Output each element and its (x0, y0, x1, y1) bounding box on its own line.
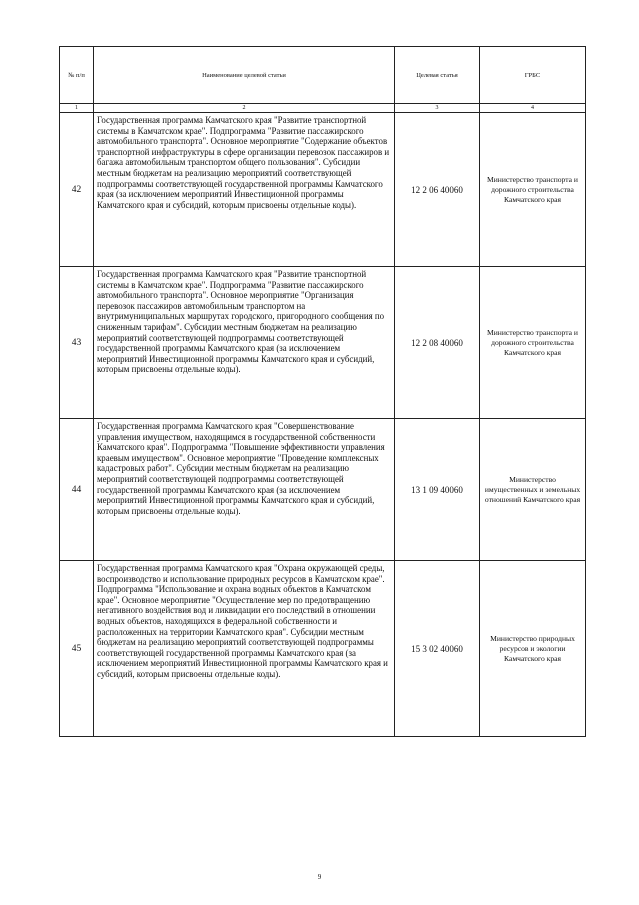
target-article-name: Государственная программа Камчатского края "Развитие транспортной системы в Камчатском крае". Подпрограмма "Развитие пассажирского автомобильного транспорта". Основное мероприятие "Содержание объектов транспортной инфраструктуры в сфере организации перевозок пассажиров и багажа автомобильным транспортом общего пользования". Субсидии местным бюджетам на реализацию мероприятий соответствующей подпрограммы соответствующей государственной программы Камчатского края (за исключением мероприятий Инвестиционной программы Камчатского края и субсидий, которым присвоены отдельные коды). (94, 113, 395, 267)
target-article-name: Государственная программа Камчатского края "Развитие транспортной системы в Камчатском крае". Подпрограмма "Развитие пассажирского автомобильного транспорта". Основное мероприятие "Организация перевозок пассажиров автомобильным транспортом на внутримуниципальных маршрутах городского, пригородного сообщения по сниженным тарифам". Субсидии местным бюджетам на реализацию мероприятий соответствующей подпрограммы соответствующей государственной программы Камчатского края (за исключением мероприятий Инвестиционной программы Камчатского края и субсидий, которым присвоены отдельные коды). (94, 267, 395, 419)
row-number: 43 (60, 267, 94, 419)
table-row (60, 267, 586, 419)
column-number: 3 (395, 104, 480, 113)
page-number: 9 (317, 873, 322, 881)
header-name: Наименование целевой статьи (94, 47, 395, 104)
table-row (60, 561, 586, 737)
row-number: 45 (60, 561, 94, 737)
column-number: 2 (94, 104, 395, 113)
target-article-name: Государственная программа Камчатского края "Охрана окружающей среды, воспроизводство и использование природных ресурсов в Камчатском крае". Подпрограмма "Использование и охрана водных объектов в Камчатском крае". Основное мероприятие "Осуществление мер по предотвращению негативного воздействия вод и ликвидации его последствий в отношении водных объектов, находящихся в федеральной собственности и расположенных на территории Камчатского края". Субсидии местным бюджетам на реализацию мероприятий соответствующей подпрограммы соответствующей государственной программы Камчатского края (за исключением мероприятий Инвестиционной программы Камчатского края и субсидий, которым присвоены отдельные коды). (94, 561, 395, 737)
grbs-name: Министерство имущественных и земельных отношений Камчатского края (480, 419, 586, 561)
grbs-name: Министерство транспорта и дорожного строительства Камчатского края (480, 267, 586, 419)
row-number: 44 (60, 419, 94, 561)
column-number-row (60, 104, 586, 113)
target-article-code: 12 2 06 40060 (395, 113, 480, 267)
column-number: 1 (60, 104, 94, 113)
table-row (60, 419, 586, 561)
header-code: Целевая статья (395, 47, 480, 104)
target-article-code: 15 3 02 40060 (395, 561, 480, 737)
header-grbs: ГРБС (480, 47, 586, 104)
target-article-code: 13 1 09 40060 (395, 419, 480, 561)
budget-table (59, 46, 586, 737)
header-num: № п/п (60, 47, 94, 104)
target-article-code: 12 2 08 40060 (395, 267, 480, 419)
target-article-name: Государственная программа Камчатского края "Совершенствование управления имуществом, находящимся в государственной собственности Камчатского края". Подпрограмма "Повышение эффективности управления краевым имуществом". Основное мероприятие "Проведение комплексных кадастровых работ". Субсидии местным бюджетам на реализацию мероприятий соответствующей подпрограммы соответствующей государственной программы Камчатского края (за исключением мероприятий Инвестиционной программы Камчатского края и субсидий, которым присвоены отдельные коды). (94, 419, 395, 561)
row-number: 42 (60, 113, 94, 267)
table-header-row (60, 47, 586, 104)
grbs-name: Министерство природных ресурсов и экологии Камчатского края (480, 561, 586, 737)
column-number: 4 (480, 104, 586, 113)
table-row (60, 113, 586, 267)
grbs-name: Министерство транспорта и дорожного строительства Камчатского края (480, 113, 586, 267)
